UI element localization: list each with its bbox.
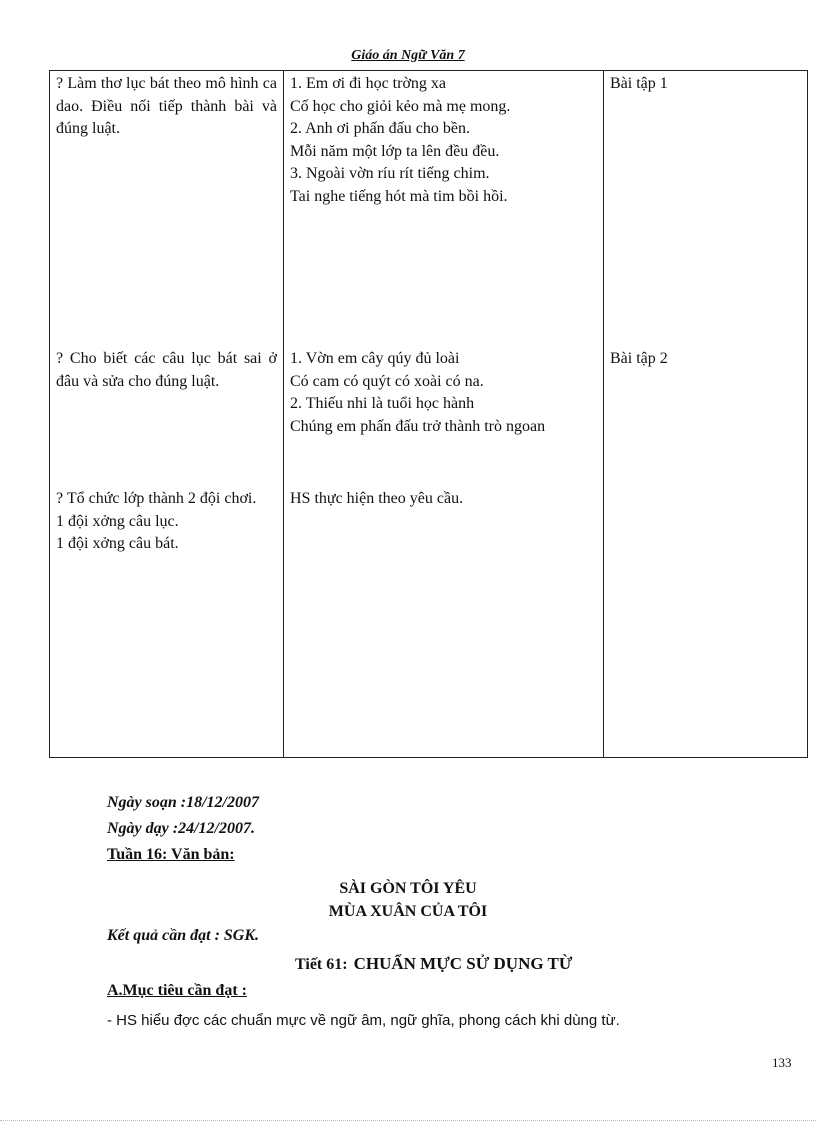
exercise-1: Bài tập 1: [610, 75, 668, 92]
content-1-line-1: 1. Em ơi đi học trờng xa: [290, 75, 447, 92]
content-2-line-4: Chúng em phấn đấu trở thành trò ngoan: [290, 417, 546, 435]
content-1-line-3: 2. Anh ơi phấn đấu cho bền.: [290, 120, 470, 137]
exercise-column: [604, 71, 808, 758]
question-3-block: [56, 488, 277, 556]
question-1: ? Làm thơ lục bát theo mô hình ca dao. Điều nối tiếp thành bài và đúng luật.: [56, 75, 277, 137]
content-2-line-2: Có cam có quýt có xoài có na.: [290, 372, 484, 390]
question-column: [50, 71, 284, 758]
content-column: [284, 71, 604, 758]
section-a-heading: A.Mục tiêu cần đạt :: [107, 982, 247, 999]
exercise-2: Bài tập 2: [610, 350, 668, 367]
content-1-line-4: Mỗi năm một lớp ta lên đều đều.: [290, 142, 500, 160]
ngay-day: Ngày dạy :24/12/2007.: [107, 820, 255, 837]
content-2-line-3: 2. Thiếu nhi là tuổi học hành: [290, 395, 475, 412]
content-1-line-6: Tai nghe tiếng hót mà tim bồi hồi.: [290, 187, 508, 205]
question-3-line-2: 1 đội xởng câu bát.: [56, 535, 179, 552]
content-2: [290, 348, 597, 438]
page-header: Giáo án Ngữ Văn 7: [351, 48, 465, 63]
tuan-label: Tuần 16: Văn bản:: [107, 846, 235, 863]
content-1: [290, 73, 597, 208]
content-3-line-1: HS thực hiện theo yêu cầu.: [290, 490, 464, 507]
question-2: ? Cho biết các câu lục bát sai ở đâu và sửa cho đúng luật.: [56, 350, 277, 390]
content-1-line-2: Cố học cho giỏi kẻo mà mẹ mong.: [290, 97, 511, 115]
ngay-soan: Ngày soạn :18/12/2007: [107, 794, 259, 811]
tiet-label: Tiết 61:: [295, 956, 348, 973]
ket-qua: Kết quả cần đạt : SGK.: [107, 927, 260, 944]
goal-text: - HS hiểu đợc các chuẩn mực về ngữ âm, ngữ ghĩa, phong cách khi dùng từ.: [107, 1012, 620, 1029]
page-number: 133: [772, 1055, 792, 1070]
title-line-1: SÀI GÒN TÔI YÊU: [339, 880, 477, 897]
tiet-title: CHUẨN MỰC SỬ DỤNG TỪ: [353, 954, 573, 973]
title-line-2: MÙA XUÂN CỦA TÔI: [328, 903, 488, 920]
lesson-title: [295, 954, 572, 974]
content-2-line-1: 1. Vờn em cây qúy đủ loài: [290, 350, 460, 367]
content-1-line-5: 3. Ngoài vờn ríu rít tiếng chim.: [290, 165, 490, 182]
content-3: [290, 488, 597, 511]
page-divider: [0, 1120, 816, 1121]
lesson-table: [49, 70, 808, 758]
question-3: ? Tổ chức lớp thành 2 đội chơi.: [56, 490, 257, 507]
question-3-line-1: 1 đội xởng câu lục.: [56, 512, 179, 530]
